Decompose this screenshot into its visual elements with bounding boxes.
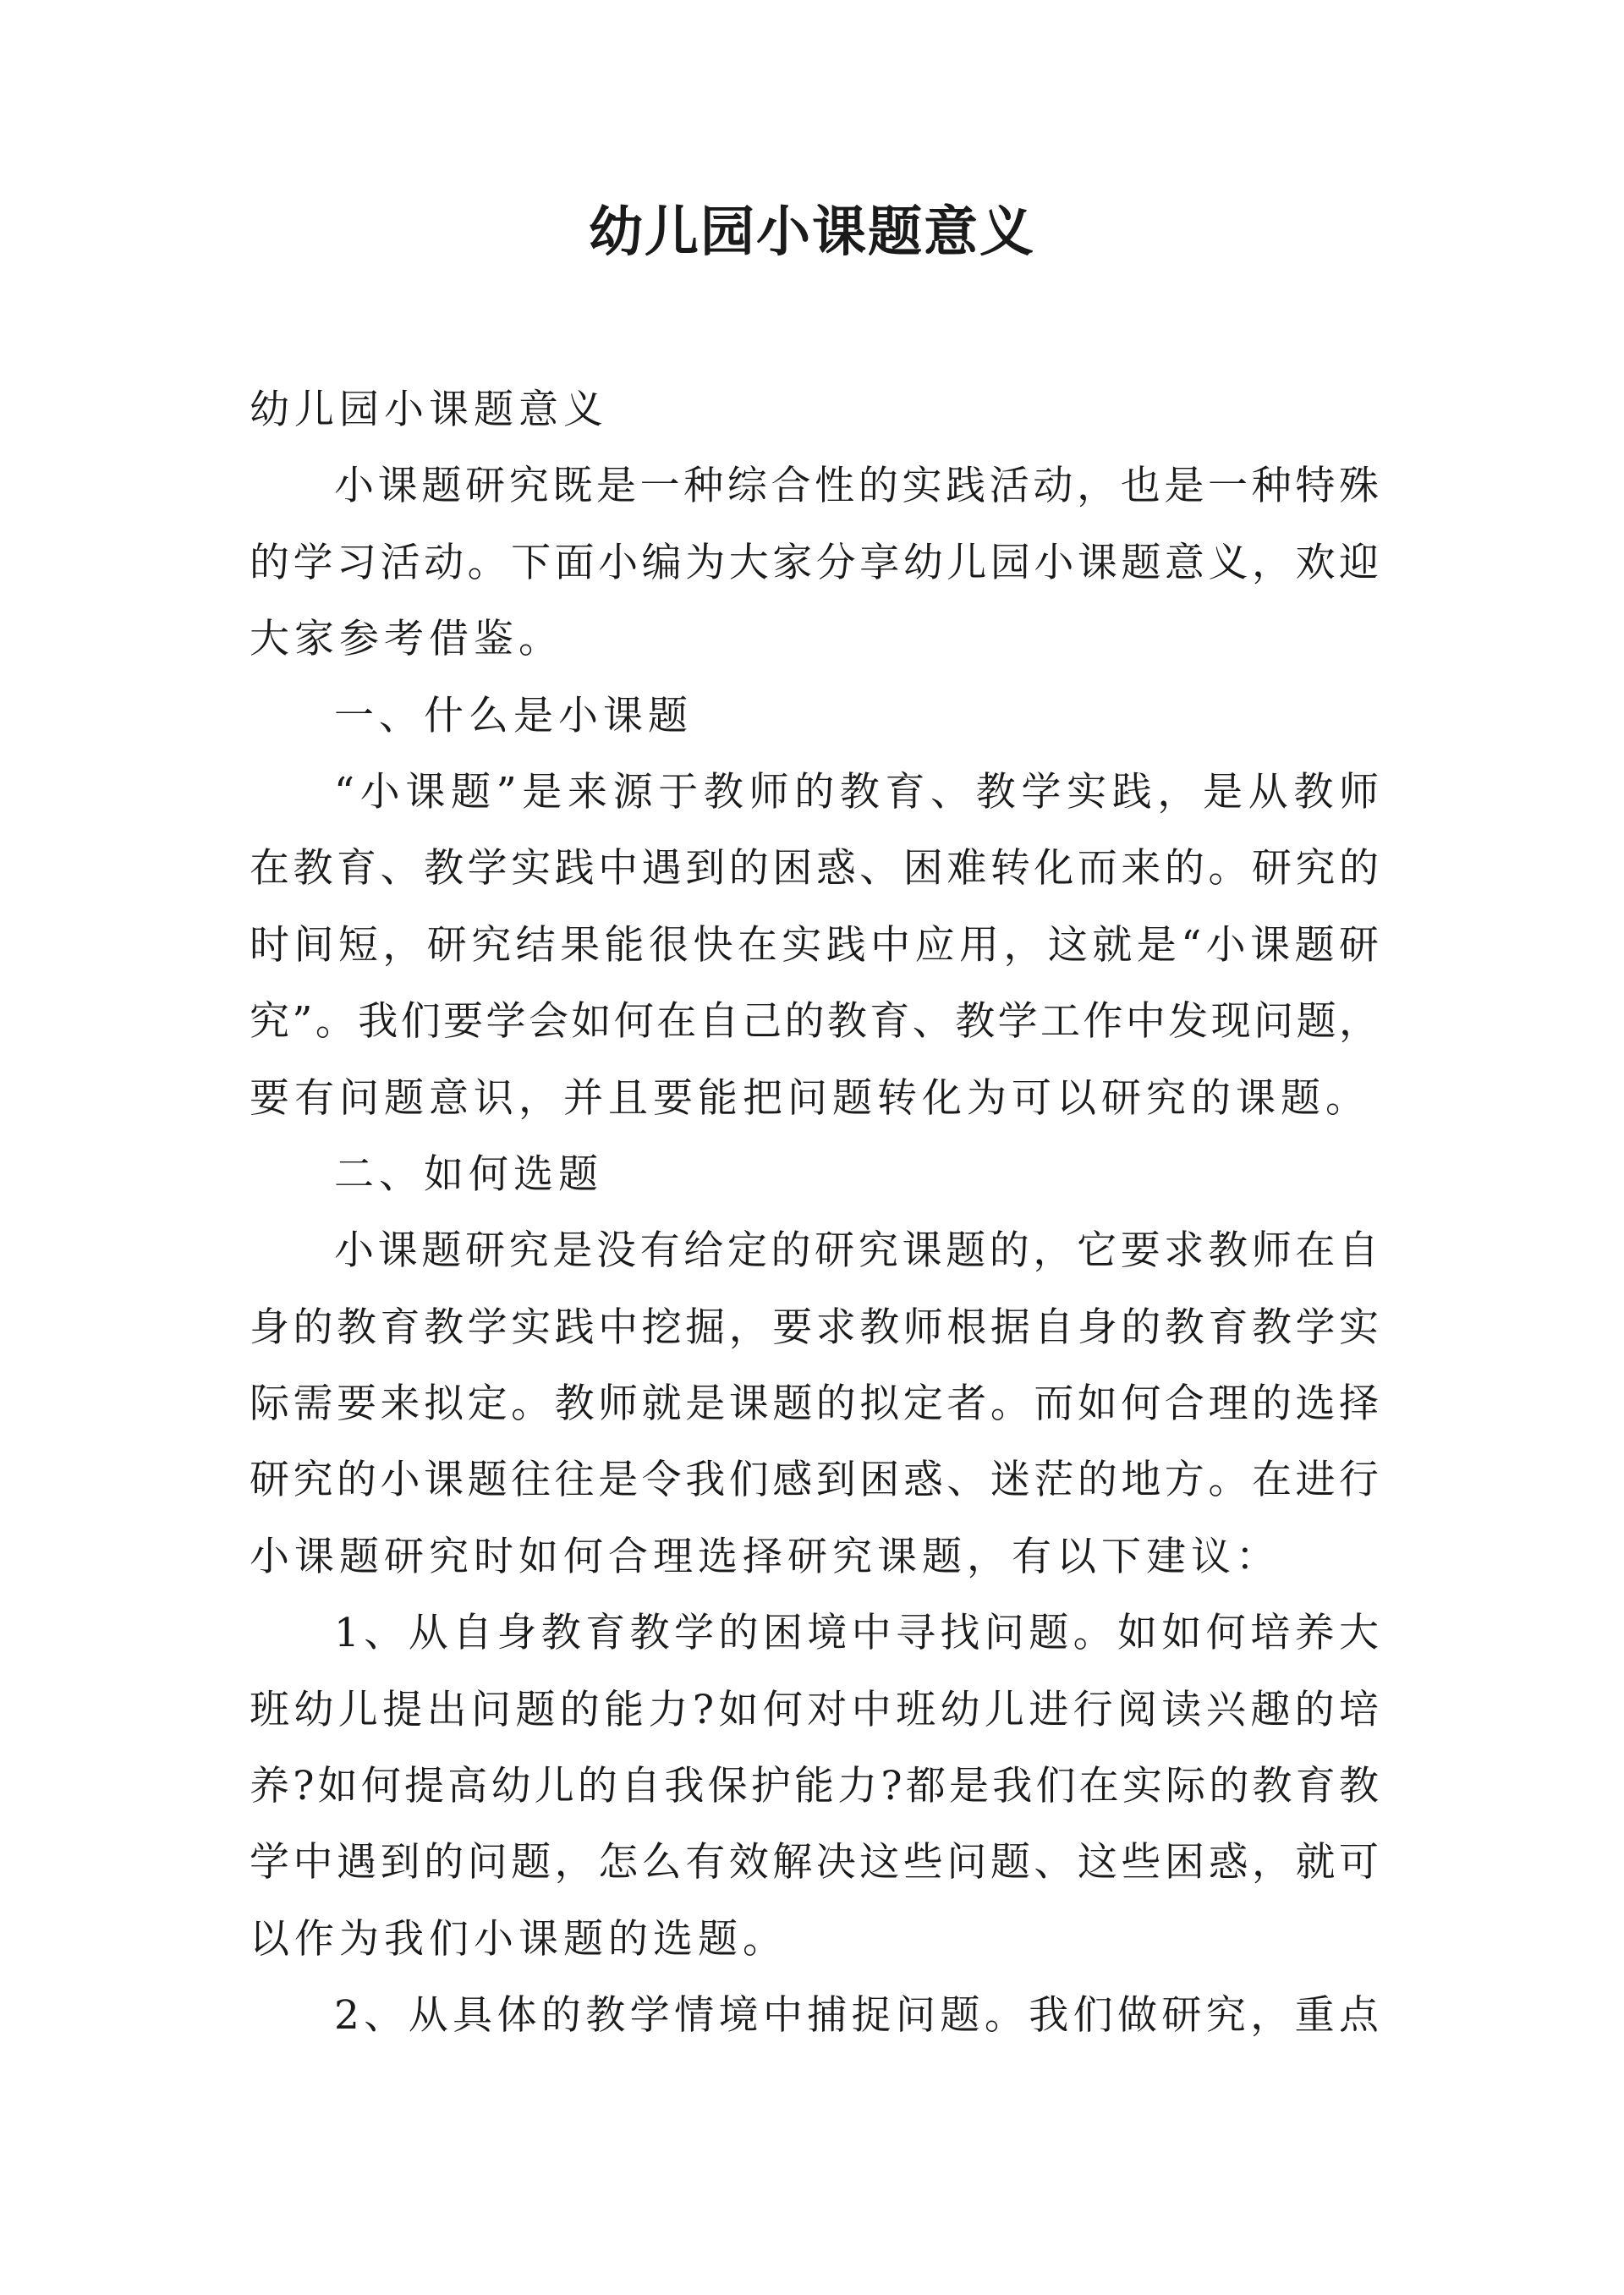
paragraph-line: 小课题研究是没有给定的研究课题的，它要求教师在自 xyxy=(334,1227,1379,1275)
paragraph-line: 身的教育教学实践中挖掘，要求教师根据自身的教育教学实 xyxy=(250,1304,1379,1351)
intro-heading: 幼儿园小课题意义 xyxy=(250,387,608,433)
paragraph-line: 2、从具体的教学情境中捕捉问题。我们做研究，重点 xyxy=(334,1992,1379,2040)
paragraph-line: 在教育、教学实践中遇到的困惑、困难转化而来的。研究的 xyxy=(250,845,1379,892)
document-body xyxy=(250,372,1379,2055)
section-heading-1: 一、什么是小课题 xyxy=(334,692,693,739)
section-heading-2: 二、如何选题 xyxy=(334,1150,603,1198)
paragraph-line: 1、从自身教育教学的困境中寻找问题。如如何培养大 xyxy=(334,1610,1379,1657)
paragraph-line: 的学习活动。下面小编为大家分享幼儿园小课题意义，欢迎 xyxy=(250,539,1379,586)
paragraph-line: “小课题”是来源于教师的教育、教学实践，是从教师 xyxy=(334,768,1379,815)
paragraph-line: 大家参考借鉴。 xyxy=(250,616,563,663)
paragraph-line: 班幼儿提出问题的能力?如何对中班幼儿进行阅读兴趣的培 xyxy=(250,1686,1379,1733)
paragraph-line: 究”。我们要学会如何在自己的教育、教学工作中发现问题， xyxy=(250,998,1379,1046)
document-title: 幼儿园小课题意义 xyxy=(589,201,1035,264)
paragraph-line: 要有问题意识，并且要能把问题转化为可以研究的课题。 xyxy=(250,1074,1370,1122)
paragraph-line: 时间短，研究结果能很快在实践中应用，这就是“小课题研 xyxy=(250,921,1379,969)
paragraph-line: 研究的小课题往往是令我们感到困惑、迷茫的地方。在进行 xyxy=(250,1457,1379,1504)
paragraph-line: 小课题研究时如何合理选择研究课题，有以下建议： xyxy=(250,1533,1281,1580)
paragraph-line: 学中遇到的问题，怎么有效解决这些问题、这些困惑，就可 xyxy=(250,1839,1379,1886)
paragraph-line: 以作为我们小课题的选题。 xyxy=(250,1915,787,1963)
paragraph-line: 养?如何提高幼儿的自我保护能力?都是我们在实际的教育教 xyxy=(250,1763,1379,1810)
paragraph-line: 际需要来拟定。教师就是课题的拟定者。而如何合理的选择 xyxy=(250,1381,1379,1428)
paragraph-line: 小课题研究既是一种综合性的实践活动，也是一种特殊 xyxy=(334,463,1379,510)
